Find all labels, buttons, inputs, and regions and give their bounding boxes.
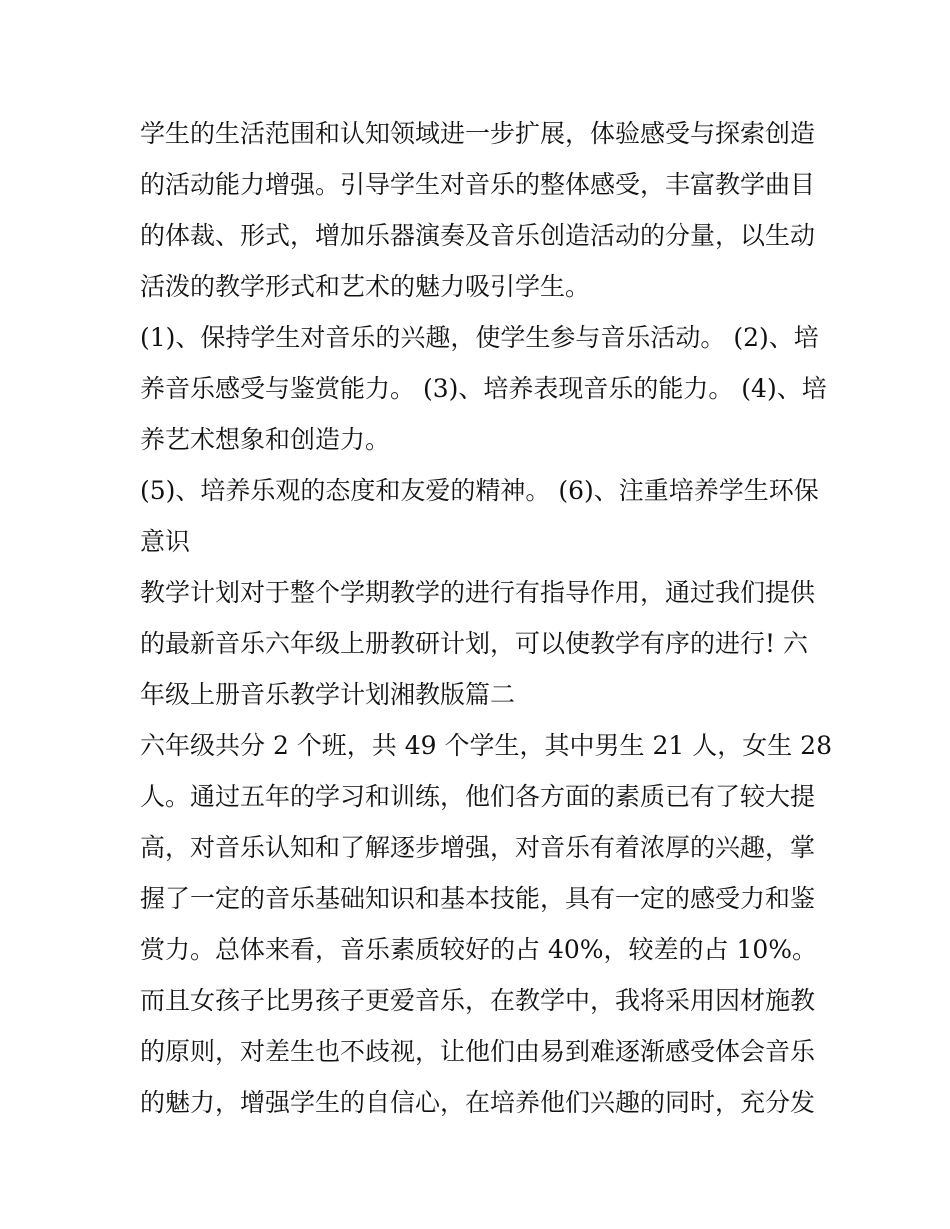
text-line: (5)、培养乐观的态度和友爱的精神。 (6)、注重培养学生环保: [140, 476, 819, 505]
text-line: 的原则，对差生也不歧视，让他们由易到难逐渐感受体会音乐: [140, 1037, 816, 1066]
text-line: 的最新音乐六年级上册教研计划，可以使教学有序的进行! 六: [140, 629, 808, 658]
text-line: 的体裁、形式，增加乐器演奏及音乐创造活动的分量，以生动: [140, 221, 816, 250]
text-line: 养音乐感受与鉴赏能力。 (3)、培养表现音乐的能力。 (4)、培: [140, 374, 827, 403]
text-line: 活泼的教学形式和艺术的魅力吸引学生。: [140, 272, 591, 301]
text-line: 意识: [140, 527, 191, 556]
text-line: 教学计划对于整个学期教学的进行有指导作用，通过我们提供: [140, 578, 816, 607]
text-line: 六年级共分 2 个班，共 49 个学生，其中男生 21 人，女生 28: [140, 731, 832, 760]
text-line: 而且女孩子比男孩子更爱音乐，在教学中，我将采用因材施教: [140, 986, 816, 1015]
text-line: 赏力。总体来看，音乐素质较好的占 40%，较差的占 10%。: [140, 935, 818, 964]
text-line: 的魅力，增强学生的自信心，在培养他们兴趣的同时，充分发: [140, 1088, 816, 1117]
text-line: (1)、保持学生对音乐的兴趣，使学生参与音乐活动。 (2)、培: [140, 323, 819, 352]
text-line: 养艺术想象和创造力。: [140, 425, 391, 454]
body-text: [140, 108, 832, 1128]
text-line: 握了一定的音乐基础知识和基本技能，具有一定的感受力和鉴: [140, 884, 816, 913]
text-line: 的活动能力增强。引导学生对音乐的整体感受，丰富教学曲目: [140, 170, 816, 199]
text-line: 高，对音乐认知和了解逐步增强，对音乐有着浓厚的兴趣，掌: [140, 833, 816, 862]
text-line: 学生的生活范围和认知领域进一步扩展，体验感受与探索创造: [140, 119, 816, 148]
text-line: 人。通过五年的学习和训练，他们各方面的素质已有了较大提: [140, 782, 816, 811]
text-line: 年级上册音乐教学计划湘教版篇二: [140, 680, 516, 709]
